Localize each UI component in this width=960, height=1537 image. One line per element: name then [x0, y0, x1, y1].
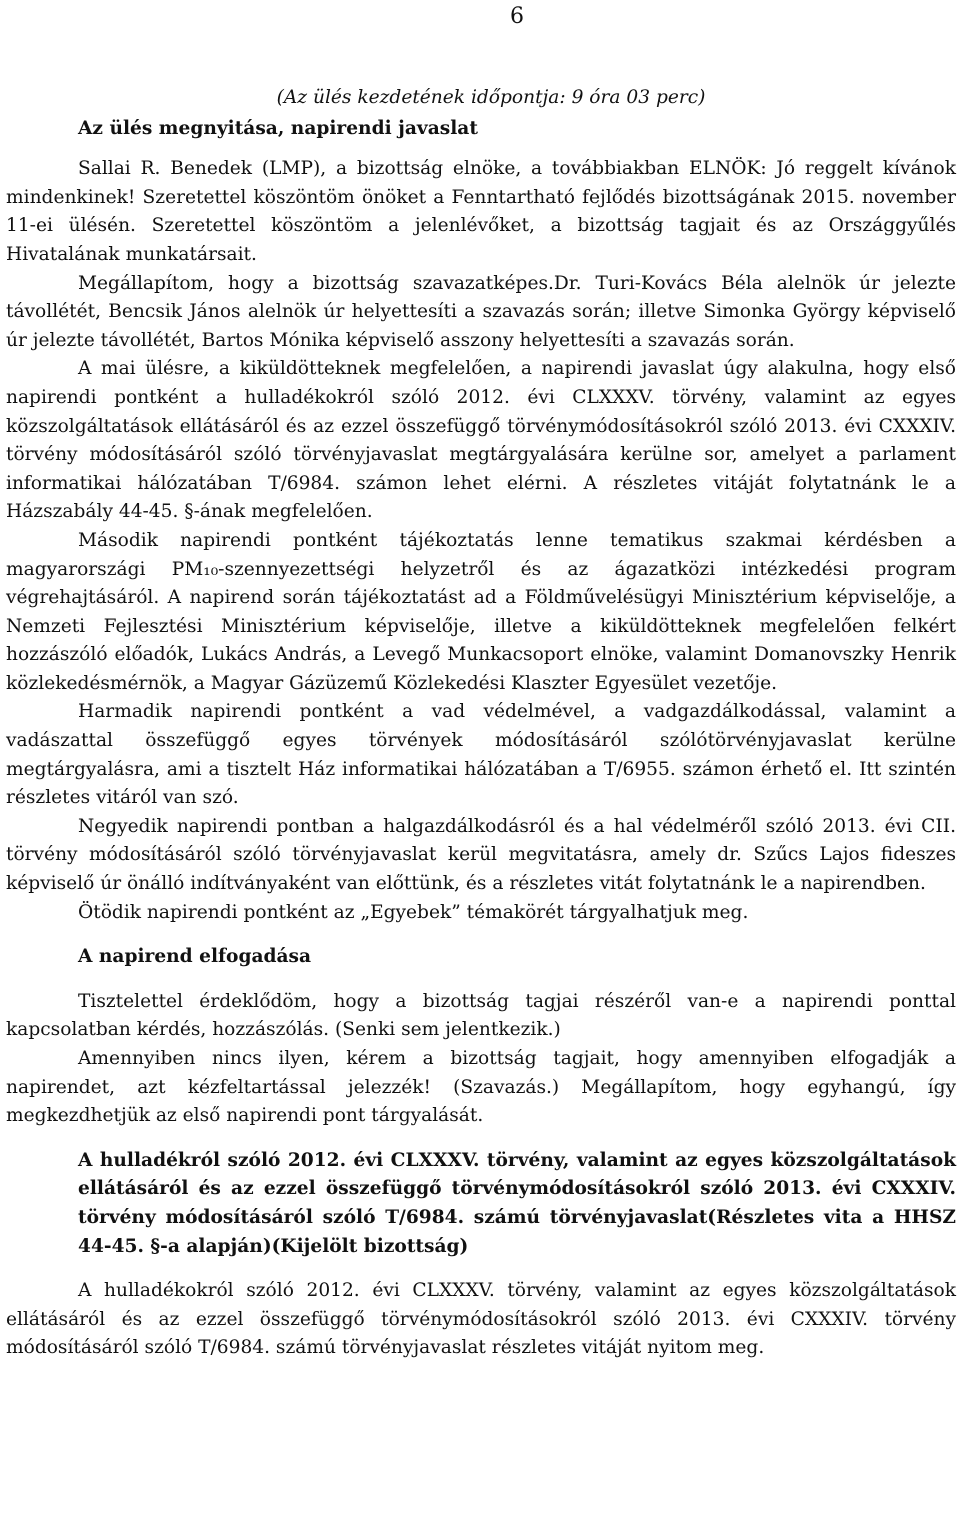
paragraph-opening-3: A mai ülésre, a kiküldötteknek megfelelően, a napirendi javaslat úgy alakulna, hogy első napirendi pontként a hulladékokról szóló 2012. évi CLXXXV. törvény, valamint az egyes közszolgáltatások ellátásáról és az ezzel összefüggő törvénymódosításokról szóló 2013. évi CXXXIV. törvény módosításáról szóló törvényjavaslat megtárgyalására kerülne sor, amelyet a parlament informatikai hálózatában T/6984. számon lehet elérni. A részletes vitáját folytatnánk le a Házszabály 44-45. §-ának megfelelően. — [6, 358, 956, 523]
paragraph-bill: A hulladékokról szóló 2012. évi CLXXXV. törvény, valamint az egyes közszolgáltatások ellátásáról és az ezzel összefüggő törvénymódosításokról szóló 2013. évi CXXXIV. törvény módosításáról szóló T/6984. számú törvényjavaslat részletes vitáját nyitom meg. — [6, 1280, 956, 1359]
paragraph-opening-2: Megállapítom, hogy a bizottság szavazatképes.Dr. Turi-Kovács Béla alelnök úr jelezte távollétét, Bencsik János alelnök úr helyettesíti a szavazás során; illetve Simonka György képviselő úr jelezte távollétét, Bartos Mónika képviselő asszony helyettesíti a szavazás során. — [6, 272, 956, 351]
document-body — [6, 84, 956, 1363]
paragraph-opening-7: Ötödik napirendi pontként az „Egyebek” témakörét tárgyalhatjuk meg. — [78, 901, 749, 923]
heading-opening: Az ülés megnyitása, napirendi javaslat — [78, 117, 478, 139]
paragraph-adoption-1: Tisztelettel érdeklődöm, hogy a bizottság tagjai részéről van-e a napirendi ponttal kapcsolatban kérdés, hozzászólás. (Senki sem jelentkezik.) — [6, 990, 956, 1041]
heading-adoption: A napirend elfogadása — [78, 946, 312, 968]
paragraph-opening-6: Negyedik napirendi pontban a halgazdálkodásról és a hal védelméről szóló 2013. évi CII. törvény módosításáról szóló törvényjavaslat kerül megvitatásra, amely dr. Szűcs Lajos fideszes képviselő úr önálló indítványaként van előttünk, és a részletes vitát folytatnánk le a napirendben. — [6, 815, 956, 895]
page-number: 6 — [510, 4, 524, 29]
session-start-note: (Az ülés kezdetének időpontja: 9 óra 03 perc) — [276, 87, 706, 108]
paragraph-opening-1: Sallai R. Benedek (LMP), a bizottság elnöke, a továbbiakban ELNÖK: Jó reggelt kívánok mindenkinek! Szeretettel köszöntöm önöket a Fenntartható fejlődés bizottságának 2015. november 11-ei ülésén. Szeretettel köszöntöm a jelenlévőket, a bizottság tagjait és az Országgyűlés Hivatalának munkatársait. — [6, 158, 956, 265]
heading-bill: A hulladékról szóló 2012. évi CLXXXV. törvény, valamint az egyes közszolgáltatások ellátásáról és az ezzel összefüggő törvénymódosításokról szóló 2013. évi CXXXIV. törvény módosításáról szóló T/6984. számú törvényjavaslat(Részletes vita a HHSZ 44-45. §-a alapján)(Kijelölt bizottság) — [78, 1149, 956, 1257]
paragraph-adoption-2: Amennyiben nincs ilyen, kérem a bizottság tagjait, hogy amennyiben elfogadják a napirendet, azt kézfeltartással jelezzék! (Szavazás.) Megállapítom, hogy egyhangú, így megkezdhetjük az első napirendi pont tárgyalását. — [6, 1048, 956, 1127]
paragraph-opening-5: Harmadik napirendi pontként a vad védelmével, a vadgazdálkodással, valamint a vadászattal összefüggő egyes törvények módosításáról szólótörvényjavaslat kerülne megtárgyalásra, ami a tisztelt Ház informatikai hálózatában a T/6955. számon érhető el. Itt szintén részletes vitáról van szó. — [6, 701, 956, 809]
paragraph-opening-4: Második napirendi pontként tájékoztatás lenne tematikus szakmai kérdésben a magyarországi PM₁₀-szennyezettségi helyzetről és az ágazatközi intézkedési program végrehajtásáról. A napirend során tájékoztatást ad a Földművelésügyi Minisztérium képviselője, a Nemzeti Fejlesztési Minisztérium képviselője, illetve a kiküldötteknek megfelelően felkért hozzászóló előadók, Lukács András, a Levegő Munkacsoport elnöke, valamint Domanovszky Henrik közlekedésmérnök, a Magyar Gázüzemű Közlekedési Klaszter Egyesület vezetője. — [6, 529, 956, 694]
